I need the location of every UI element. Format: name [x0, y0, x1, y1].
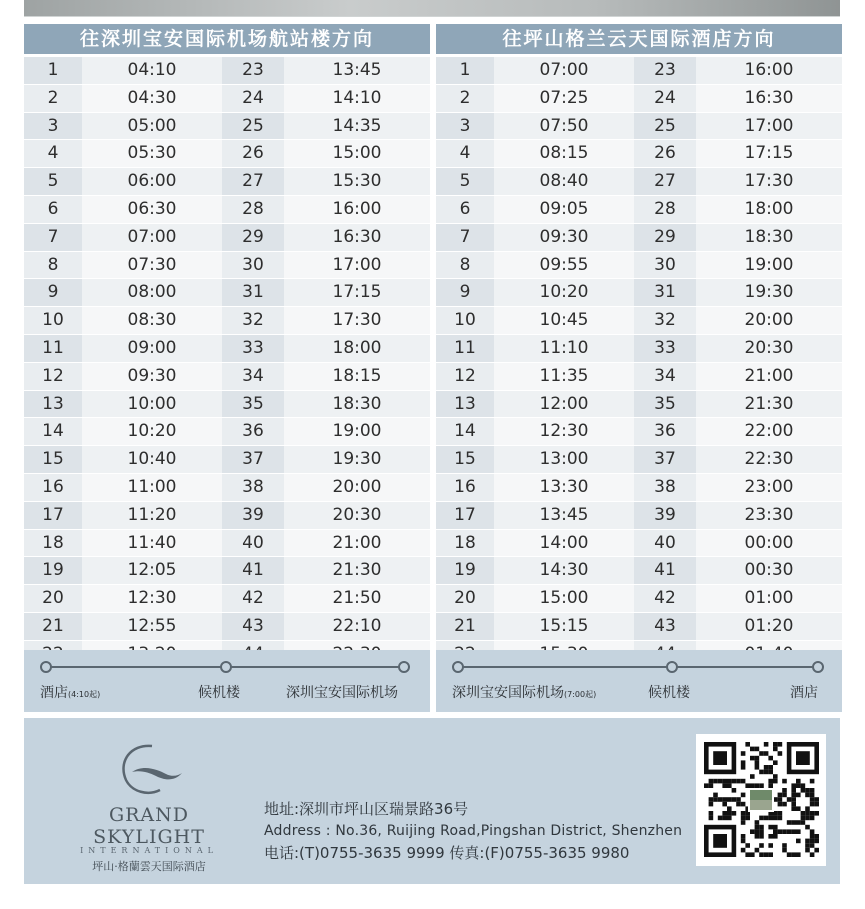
departure-time-cell: 18:30	[696, 224, 842, 251]
trip-number-cell: 4	[24, 140, 82, 167]
departure-time-cell: 01:20	[696, 613, 842, 640]
departure-time-cell: 15:00	[284, 140, 430, 167]
trip-number-cell: 37	[222, 446, 284, 473]
contact-info	[264, 798, 682, 864]
table-row	[436, 251, 842, 279]
departure-time-cell: 17:30	[284, 307, 430, 334]
trip-number-cell: 25	[634, 113, 696, 140]
trip-number-cell: 42	[222, 585, 284, 612]
trip-number-cell: 39	[634, 502, 696, 529]
table-row	[436, 195, 842, 223]
trip-number-cell: 5	[24, 168, 82, 195]
departure-time-cell: 14:00	[494, 530, 634, 557]
trip-number-cell: 25	[222, 113, 284, 140]
trip-number-cell: 28	[634, 196, 696, 223]
departure-time-cell: 06:00	[82, 168, 222, 195]
departure-time-cell: 21:30	[284, 557, 430, 584]
trip-number-cell: 15	[24, 446, 82, 473]
departure-time-cell: 05:30	[82, 140, 222, 167]
departure-time-cell: 19:00	[696, 252, 842, 279]
trip-number-cell: 10	[436, 307, 494, 334]
trip-number-cell: 8	[436, 252, 494, 279]
route-stop-dot	[666, 661, 678, 673]
table-row	[24, 167, 430, 195]
trip-number-cell: 16	[436, 474, 494, 501]
route-stop-dot	[452, 661, 464, 673]
departure-time-cell: 19:00	[284, 418, 430, 445]
schedule-rows	[24, 56, 430, 668]
table-row	[24, 473, 430, 501]
trip-number-cell: 3	[436, 113, 494, 140]
trip-number-cell: 7	[24, 224, 82, 251]
trip-number-cell: 10	[24, 307, 82, 334]
table-row	[24, 529, 430, 557]
trip-number-cell: 7	[436, 224, 494, 251]
trip-number-cell: 41	[634, 557, 696, 584]
header-photo-strip	[24, 0, 840, 17]
departure-time-cell: 10:40	[82, 446, 222, 473]
table-row	[24, 501, 430, 529]
trip-number-cell: 30	[222, 252, 284, 279]
departure-time-cell: 16:30	[284, 224, 430, 251]
trip-number-cell: 35	[222, 391, 284, 418]
trip-number-cell: 9	[24, 279, 82, 306]
trip-number-cell: 18	[436, 530, 494, 557]
table-row	[24, 195, 430, 223]
table-row	[24, 278, 430, 306]
trip-number-cell: 33	[634, 335, 696, 362]
trip-number-cell: 16	[24, 474, 82, 501]
trip-number-cell: 1	[436, 57, 494, 84]
departure-time-cell: 09:30	[494, 224, 634, 251]
table-row	[436, 501, 842, 529]
departure-time-cell: 09:55	[494, 252, 634, 279]
table-row	[24, 139, 430, 167]
trip-number-cell: 19	[436, 557, 494, 584]
brand-subtitle: INTERNATIONAL	[80, 846, 218, 855]
trip-number-cell: 37	[634, 446, 696, 473]
departure-time-cell: 15:00	[494, 585, 634, 612]
departure-time-cell: 08:00	[82, 279, 222, 306]
departure-time-cell: 11:35	[494, 363, 634, 390]
departure-time-cell: 07:25	[494, 85, 634, 112]
route-stop-dot	[812, 661, 824, 673]
table-row	[24, 251, 430, 279]
trip-number-cell: 4	[436, 140, 494, 167]
table-row	[24, 445, 430, 473]
departure-time-cell: 17:00	[284, 252, 430, 279]
departure-time-cell: 10:45	[494, 307, 634, 334]
trip-number-cell: 33	[222, 335, 284, 362]
route-diagram-to-hotel	[436, 650, 842, 712]
table-row	[24, 223, 430, 251]
departure-time-cell: 10:20	[494, 279, 634, 306]
departure-time-cell: 08:30	[82, 307, 222, 334]
table-row	[436, 417, 842, 445]
route-start-note: (7:00起)	[564, 690, 597, 699]
qr-code[interactable]	[696, 734, 826, 866]
departure-time-cell: 20:30	[284, 502, 430, 529]
trip-number-cell: 29	[634, 224, 696, 251]
departure-time-cell: 13:00	[494, 446, 634, 473]
departure-time-cell: 16:00	[696, 57, 842, 84]
departure-time-cell: 22:30	[696, 446, 842, 473]
route-middle-label: 候机楼	[648, 685, 690, 701]
trip-number-cell: 36	[634, 418, 696, 445]
table-row	[24, 612, 430, 640]
departure-time-cell: 21:50	[284, 585, 430, 612]
route-end-label: 酒店	[790, 685, 818, 701]
table-row	[436, 306, 842, 334]
departure-time-cell: 22:10	[284, 613, 430, 640]
trip-number-cell: 38	[222, 474, 284, 501]
trip-number-cell: 36	[222, 418, 284, 445]
departure-time-cell: 18:00	[284, 335, 430, 362]
departure-time-cell: 11:10	[494, 335, 634, 362]
departure-time-cell: 06:30	[82, 196, 222, 223]
departure-time-cell: 09:30	[82, 363, 222, 390]
trip-number-cell: 35	[634, 391, 696, 418]
departure-time-cell: 07:50	[494, 113, 634, 140]
departure-time-cell: 09:05	[494, 196, 634, 223]
trip-number-cell: 21	[436, 613, 494, 640]
departure-time-cell: 11:20	[82, 502, 222, 529]
departure-time-cell: 17:00	[696, 113, 842, 140]
trip-number-cell: 11	[436, 335, 494, 362]
trip-number-cell: 23	[634, 57, 696, 84]
departure-time-cell: 07:00	[494, 57, 634, 84]
route-start-label: 深圳宝安国际机场(7:00起)	[452, 685, 597, 701]
table-row	[24, 306, 430, 334]
qr-code-icon	[696, 734, 826, 866]
trip-number-cell: 31	[634, 279, 696, 306]
trip-number-cell: 8	[24, 252, 82, 279]
departure-time-cell: 11:40	[82, 530, 222, 557]
departure-time-cell: 01:00	[696, 585, 842, 612]
departure-time-cell: 16:30	[696, 85, 842, 112]
trip-number-cell: 32	[222, 307, 284, 334]
route-stop-dot	[40, 661, 52, 673]
trip-number-cell: 6	[24, 196, 82, 223]
departure-time-cell: 07:30	[82, 252, 222, 279]
departure-time-cell: 20:30	[696, 335, 842, 362]
table-row	[24, 556, 430, 584]
departure-time-cell: 04:10	[82, 57, 222, 84]
table-row	[436, 112, 842, 140]
trip-number-cell: 31	[222, 279, 284, 306]
table-row	[24, 84, 430, 112]
table-row	[436, 529, 842, 557]
table-row	[436, 223, 842, 251]
table-row	[436, 612, 842, 640]
brand-chinese-name: 坪山·格蘭雲天国际酒店	[92, 860, 206, 873]
departure-time-cell: 19:30	[696, 279, 842, 306]
schedule-table-to-hotel	[436, 24, 842, 668]
departure-time-cell: 10:20	[82, 418, 222, 445]
table-row	[436, 584, 842, 612]
departure-time-cell: 12:30	[82, 585, 222, 612]
trip-number-cell: 17	[24, 502, 82, 529]
departure-time-cell: 17:15	[696, 140, 842, 167]
trip-number-cell: 34	[634, 363, 696, 390]
route-middle-label: 候机楼	[198, 685, 240, 701]
route-end-label: 深圳宝安国际机场	[286, 685, 398, 701]
phone-fax: 电话:(T)0755-3635 9999 传真:(F)0755-3635 9980	[264, 844, 630, 862]
departure-time-cell: 00:00	[696, 530, 842, 557]
table-row	[436, 334, 842, 362]
departure-time-cell: 19:30	[284, 446, 430, 473]
departure-time-cell: 04:30	[82, 85, 222, 112]
departure-time-cell: 14:35	[284, 113, 430, 140]
brand-name: GRAND SKYLIGHT	[93, 804, 205, 848]
departure-time-cell: 00:30	[696, 557, 842, 584]
trip-number-cell: 17	[436, 502, 494, 529]
departure-time-cell: 21:30	[696, 391, 842, 418]
hotel-info-footer	[24, 718, 840, 884]
trip-number-cell: 27	[634, 168, 696, 195]
departure-time-cell: 13:45	[494, 502, 634, 529]
trip-number-cell: 19	[24, 557, 82, 584]
trip-number-cell: 12	[436, 363, 494, 390]
trip-number-cell: 26	[222, 140, 284, 167]
schedule-table-to-airport	[24, 24, 430, 668]
departure-time-cell: 12:55	[82, 613, 222, 640]
table-row	[24, 584, 430, 612]
table-row	[436, 556, 842, 584]
table-row	[436, 445, 842, 473]
departure-time-cell: 21:00	[696, 363, 842, 390]
departure-time-cell: 20:00	[284, 474, 430, 501]
departure-time-cell: 14:10	[284, 85, 430, 112]
trip-number-cell: 39	[222, 502, 284, 529]
route-stop-dot	[220, 661, 232, 673]
route-start-label: 酒店(4:10起)	[40, 685, 101, 701]
trip-number-cell: 20	[436, 585, 494, 612]
route-diagram-to-airport	[24, 650, 430, 712]
trip-number-cell: 13	[24, 391, 82, 418]
departure-time-cell: 21:00	[284, 530, 430, 557]
trip-number-cell: 23	[222, 57, 284, 84]
trip-number-cell: 41	[222, 557, 284, 584]
departure-time-cell: 23:30	[696, 502, 842, 529]
table-row	[24, 334, 430, 362]
departure-time-cell: 12:05	[82, 557, 222, 584]
trip-number-cell: 40	[634, 530, 696, 557]
trip-number-cell: 2	[24, 85, 82, 112]
route-stop-dot	[398, 661, 410, 673]
trip-number-cell: 15	[436, 446, 494, 473]
table-row	[24, 112, 430, 140]
table-title-to-hotel: 往坪山格兰云天国际酒店方向	[436, 24, 842, 54]
departure-time-cell: 14:30	[494, 557, 634, 584]
departure-time-cell: 15:15	[494, 613, 634, 640]
departure-time-cell: 11:00	[82, 474, 222, 501]
route-line	[458, 666, 820, 668]
trip-number-cell: 14	[24, 418, 82, 445]
trip-number-cell: 43	[222, 613, 284, 640]
trip-number-cell: 9	[436, 279, 494, 306]
trip-number-cell: 2	[436, 85, 494, 112]
table-row	[436, 139, 842, 167]
trip-number-cell: 40	[222, 530, 284, 557]
table-row	[24, 56, 430, 84]
departure-time-cell: 22:00	[696, 418, 842, 445]
departure-time-cell: 09:00	[82, 335, 222, 362]
schedule-rows	[436, 56, 842, 668]
departure-time-cell: 18:15	[284, 363, 430, 390]
table-row	[436, 362, 842, 390]
route-start-note: (4:10起)	[68, 690, 101, 699]
trip-number-cell: 11	[24, 335, 82, 362]
trip-number-cell: 20	[24, 585, 82, 612]
address-english: Address : No.36, Ruijing Road,Pingshan District, Shenzhen	[264, 823, 683, 839]
table-row	[24, 417, 430, 445]
trip-number-cell: 12	[24, 363, 82, 390]
trip-number-cell: 26	[634, 140, 696, 167]
table-row	[436, 390, 842, 418]
trip-number-cell: 32	[634, 307, 696, 334]
trip-number-cell: 6	[436, 196, 494, 223]
table-row	[436, 167, 842, 195]
trip-number-cell: 29	[222, 224, 284, 251]
trip-number-cell: 13	[436, 391, 494, 418]
table-row	[436, 278, 842, 306]
departure-time-cell: 07:00	[82, 224, 222, 251]
trip-number-cell: 43	[634, 613, 696, 640]
hotel-logo	[54, 740, 244, 873]
table-row	[436, 473, 842, 501]
trip-number-cell: 3	[24, 113, 82, 140]
trip-number-cell: 24	[634, 85, 696, 112]
trip-number-cell: 14	[436, 418, 494, 445]
table-row	[24, 362, 430, 390]
trip-number-cell: 1	[24, 57, 82, 84]
trip-number-cell: 27	[222, 168, 284, 195]
departure-time-cell: 12:30	[494, 418, 634, 445]
departure-time-cell: 18:00	[696, 196, 842, 223]
table-title-to-airport: 往深圳宝安国际机场航站楼方向	[24, 24, 430, 54]
trip-number-cell: 30	[634, 252, 696, 279]
departure-time-cell: 05:00	[82, 113, 222, 140]
address-chinese: 地址:深圳市坪山区瑞景路36号	[264, 800, 469, 818]
departure-time-cell: 08:15	[494, 140, 634, 167]
departure-time-cell: 18:30	[284, 391, 430, 418]
departure-time-cell: 13:30	[494, 474, 634, 501]
departure-time-cell: 16:00	[284, 196, 430, 223]
table-row	[436, 56, 842, 84]
departure-time-cell: 23:00	[696, 474, 842, 501]
trip-number-cell: 18	[24, 530, 82, 557]
departure-time-cell: 17:30	[696, 168, 842, 195]
departure-time-cell: 20:00	[696, 307, 842, 334]
table-row	[436, 84, 842, 112]
departure-time-cell: 12:00	[494, 391, 634, 418]
departure-time-cell: 13:45	[284, 57, 430, 84]
trip-number-cell: 5	[436, 168, 494, 195]
trip-number-cell: 24	[222, 85, 284, 112]
table-row	[24, 390, 430, 418]
trip-number-cell: 38	[634, 474, 696, 501]
departure-time-cell: 15:30	[284, 168, 430, 195]
swirl-logo-icon	[114, 740, 184, 800]
departure-time-cell: 10:00	[82, 391, 222, 418]
trip-number-cell: 34	[222, 363, 284, 390]
trip-number-cell: 28	[222, 196, 284, 223]
trip-number-cell: 21	[24, 613, 82, 640]
departure-time-cell: 08:40	[494, 168, 634, 195]
trip-number-cell: 42	[634, 585, 696, 612]
departure-time-cell: 17:15	[284, 279, 430, 306]
